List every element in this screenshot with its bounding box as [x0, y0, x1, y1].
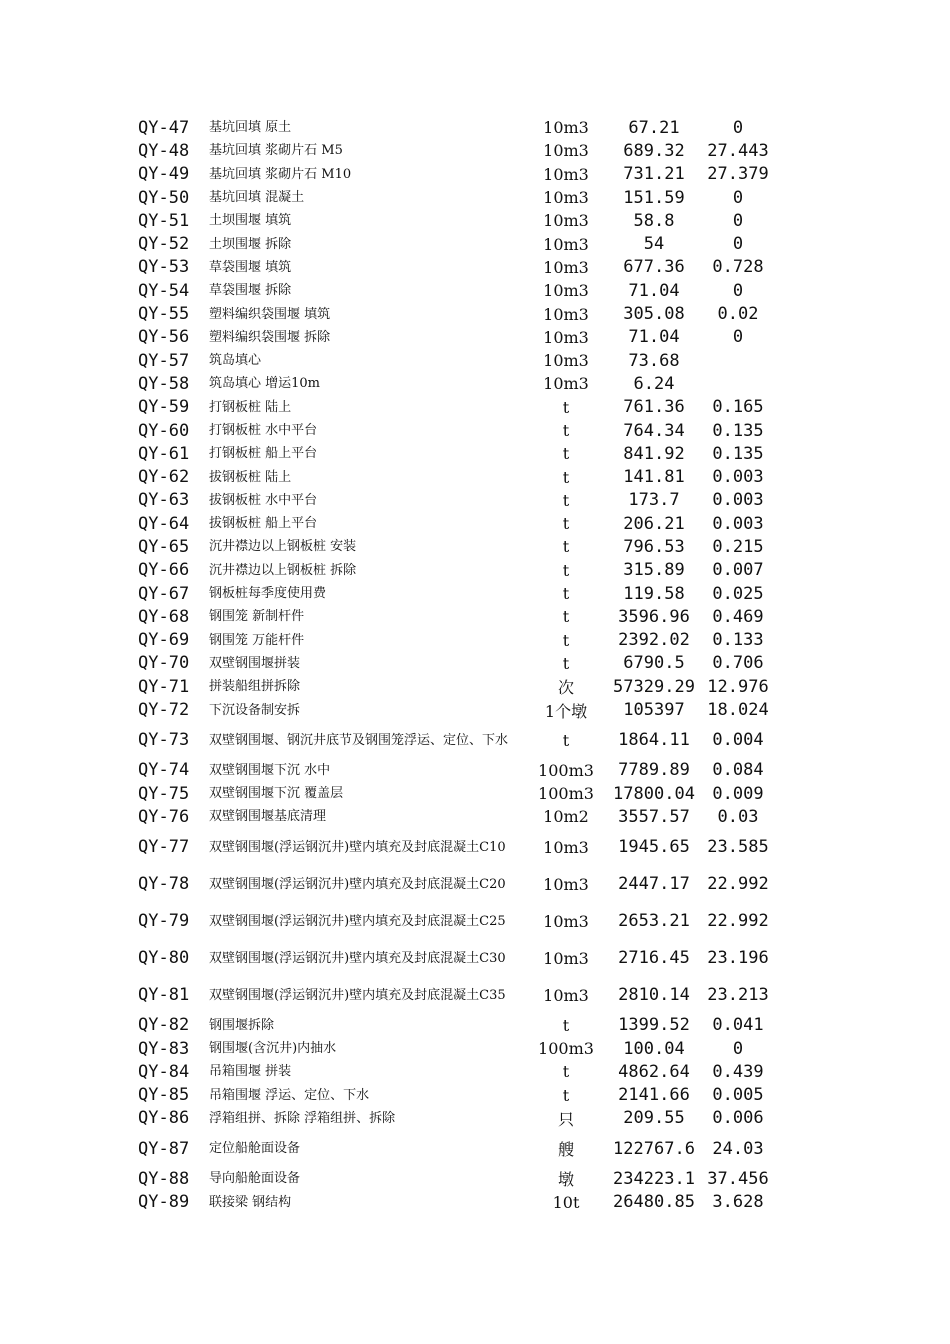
cell-name: 钢围堰拆除: [209, 1017, 275, 1033]
table-row: [0, 675, 950, 698]
cell-unit: 墩: [557, 1170, 574, 1190]
cell-name: 塑料编织袋围堰 拆除: [209, 329, 331, 345]
table-row: [0, 582, 950, 605]
cell-code: QY-87: [138, 1138, 190, 1159]
cell-code: QY-61: [138, 443, 190, 464]
cell-rate: 0.003: [712, 467, 764, 488]
cell-code: QY-63: [138, 490, 190, 511]
table-row: [0, 698, 950, 721]
cell-rate: 0.009: [712, 783, 764, 804]
cell-rate: 23.585: [707, 837, 769, 858]
cell-price: 206.21: [623, 513, 685, 534]
cell-name: 双壁钢围堰下沉 水中: [209, 762, 331, 778]
cell-unit: t: [562, 607, 570, 627]
quota-table: [0, 116, 950, 1214]
table-row: [0, 977, 950, 1014]
cell-price: 731.21: [623, 164, 685, 185]
table-row: [0, 186, 950, 209]
table-row: [0, 465, 950, 488]
table-row: [0, 605, 950, 628]
cell-rate: 0.135: [712, 420, 764, 441]
cell-code: QY-75: [138, 783, 190, 804]
cell-name: 钢板桩每季度使用费: [209, 586, 327, 602]
cell-rate: 0.728: [712, 257, 764, 278]
cell-unit: 10m3: [543, 327, 589, 347]
cell-unit: t: [562, 653, 570, 673]
cell-price: 26480.85: [613, 1192, 695, 1213]
cell-price: 57329.29: [613, 676, 695, 697]
cell-unit: t: [562, 1015, 570, 1035]
cell-name: 拼装船组拼拆除: [209, 679, 301, 695]
cell-code: QY-84: [138, 1061, 190, 1082]
cell-code: QY-64: [138, 513, 190, 534]
cell-unit: 10m3: [543, 281, 589, 301]
table-row: [0, 1037, 950, 1060]
cell-unit: 10m3: [543, 874, 589, 894]
cell-unit: 10m3: [543, 118, 589, 138]
table-row: [0, 279, 950, 302]
cell-rate: 0.03: [717, 806, 759, 827]
cell-code: QY-55: [138, 304, 190, 325]
table-row: [0, 116, 950, 139]
cell-code: QY-81: [138, 985, 190, 1006]
cell-name: 打钢板桩 水中平台: [209, 423, 318, 438]
table-row: [0, 209, 950, 232]
cell-price: 173.7: [628, 490, 680, 511]
cell-rate: 0.133: [712, 630, 764, 651]
cell-name: 浮箱组拼、拆除 浮箱组拼、拆除: [209, 1110, 396, 1126]
cell-price: 67.21: [628, 117, 680, 138]
cell-name: 双壁钢围堰基底清理: [209, 809, 327, 825]
cell-name: 联接梁 钢结构: [209, 1194, 292, 1210]
cell-unit: t: [562, 537, 570, 557]
table-row: [0, 759, 950, 782]
table-row: [0, 652, 950, 675]
cell-unit: t: [562, 1062, 570, 1082]
cell-code: QY-49: [138, 164, 190, 185]
cell-name: 基坑回填 原土: [209, 120, 292, 136]
cell-price: 1399.52: [618, 1015, 690, 1036]
cell-rate: 0: [732, 210, 744, 231]
cell-rate: 0.025: [712, 583, 764, 604]
cell-unit: t: [562, 490, 570, 510]
cell-price: 71.04: [628, 327, 680, 348]
cell-unit: t: [562, 467, 570, 487]
cell-rate: 24.03: [712, 1138, 764, 1159]
table-row: [0, 559, 950, 582]
cell-price: 315.89: [623, 560, 685, 581]
cell-price: 141.81: [623, 467, 685, 488]
cell-code: QY-57: [138, 350, 190, 371]
cell-unit: t: [562, 514, 570, 534]
cell-rate: 3.628: [712, 1192, 764, 1213]
cell-code: QY-83: [138, 1038, 190, 1059]
cell-price: 796.53: [623, 536, 685, 557]
cell-rate: 0: [732, 187, 744, 208]
cell-code: QY-47: [138, 117, 190, 138]
cell-rate: 37.456: [707, 1168, 769, 1189]
cell-name: 双壁钢围堰(浮运钢沉井)壁内填充及封底混凝土C20: [209, 876, 506, 892]
table-row: [0, 1014, 950, 1037]
cell-unit: t: [562, 560, 570, 580]
cell-name: 草袋围堰 拆除: [209, 283, 292, 299]
cell-name: 拔钢板桩 船上平台: [209, 516, 318, 532]
cell-rate: 0: [732, 234, 744, 255]
cell-price: 677.36: [623, 257, 685, 278]
cell-price: 3596.96: [618, 606, 690, 627]
cell-code: QY-59: [138, 397, 190, 418]
cell-unit: 10m2: [543, 807, 589, 827]
cell-unit: 次: [557, 678, 574, 698]
cell-price: 2716.45: [618, 948, 690, 969]
cell-rate: [700, 349, 776, 372]
cell-price: 2141.66: [618, 1085, 690, 1106]
cell-code: QY-51: [138, 210, 190, 231]
table-row: [0, 163, 950, 186]
cell-unit: 10m3: [543, 351, 589, 371]
cell-rate: 23.213: [707, 985, 769, 1006]
cell-name: 拔钢板桩 水中平台: [209, 492, 318, 508]
cell-unit: 10m3: [543, 374, 589, 394]
cell-name: 沉井襟边以上钢板桩 安装: [209, 539, 357, 555]
cell-price: 2392.02: [618, 630, 690, 651]
cell-unit: 10m3: [543, 837, 589, 857]
cell-price: 689.32: [623, 140, 685, 161]
cell-price: 105397: [623, 700, 685, 721]
cell-name: 基坑回填 浆砌片石 M5: [209, 143, 343, 159]
table-row: [0, 419, 950, 442]
cell-price: 4862.64: [618, 1061, 690, 1082]
cell-code: QY-66: [138, 560, 190, 581]
cell-price: 7789.89: [618, 760, 690, 781]
cell-price: 3557.57: [618, 806, 690, 827]
cell-unit: 10m3: [543, 985, 589, 1005]
cell-code: QY-89: [138, 1192, 190, 1213]
cell-price: 73.68: [628, 350, 680, 371]
cell-code: QY-80: [138, 948, 190, 969]
cell-code: QY-53: [138, 257, 190, 278]
cell-price: 6790.5: [623, 653, 685, 674]
table-row: [0, 512, 950, 535]
cell-name: 定位船舱面设备: [209, 1141, 301, 1157]
cell-name: 吊箱围堰 拼装: [209, 1064, 292, 1080]
cell-name: 拔钢板桩 陆上: [209, 469, 292, 485]
cell-unit: 只: [557, 1109, 574, 1129]
cell-price: 841.92: [623, 443, 685, 464]
cell-name: 双壁钢围堰(浮运钢沉井)壁内填充及封底混凝土C30: [209, 950, 506, 966]
cell-price: 764.34: [623, 420, 685, 441]
cell-unit: 100m3: [538, 784, 594, 804]
cell-rate: 0.003: [712, 490, 764, 511]
cell-price: 54: [643, 234, 665, 255]
cell-unit: t: [562, 630, 570, 650]
cell-unit: t: [562, 444, 570, 464]
cell-rate: 18.024: [707, 700, 769, 721]
cell-code: QY-88: [138, 1168, 190, 1189]
cell-name: 筑岛填心: [209, 353, 262, 369]
cell-rate: 0: [732, 280, 744, 301]
table-row: [0, 535, 950, 558]
cell-code: QY-68: [138, 606, 190, 627]
table-row: [0, 782, 950, 805]
cell-code: QY-52: [138, 234, 190, 255]
cell-name: 双壁钢围堰(浮运钢沉井)壁内填充及封底混凝土C35: [209, 987, 506, 1003]
cell-unit: 100m3: [538, 760, 594, 780]
cell-unit: 10m3: [543, 164, 589, 184]
cell-price: 151.59: [623, 187, 685, 208]
cell-rate: 22.992: [707, 874, 769, 895]
table-row: [0, 349, 950, 372]
cell-name: 沉井襟边以上钢板桩 拆除: [209, 562, 357, 578]
cell-code: QY-86: [138, 1108, 190, 1129]
cell-rate: 0.084: [712, 760, 764, 781]
cell-price: 17800.04: [613, 783, 695, 804]
cell-name: 双壁钢围堰下沉 覆盖层: [209, 786, 344, 802]
cell-name: 塑料编织袋围堰 填筑: [209, 306, 331, 322]
cell-unit: 10m3: [543, 911, 589, 931]
cell-name: 基坑回填 混凝土: [209, 190, 305, 206]
table-row: [0, 1107, 950, 1130]
table-row: [0, 256, 950, 279]
cell-unit: t: [562, 397, 570, 417]
cell-price: 234223.1: [613, 1168, 695, 1189]
cell-unit: 10m3: [543, 234, 589, 254]
cell-rate: 0.135: [712, 443, 764, 464]
cell-code: QY-56: [138, 327, 190, 348]
cell-code: QY-71: [138, 676, 190, 697]
cell-unit: 10m3: [543, 188, 589, 208]
cell-rate: 0.004: [712, 730, 764, 751]
cell-code: QY-73: [138, 730, 190, 751]
cell-code: QY-79: [138, 911, 190, 932]
cell-rate: 23.196: [707, 948, 769, 969]
cell-code: QY-82: [138, 1015, 190, 1036]
cell-name: 导向船舱面设备: [209, 1171, 301, 1187]
cell-rate: 0.005: [712, 1085, 764, 1106]
cell-rate: 27.379: [707, 164, 769, 185]
table-row: [0, 139, 950, 162]
cell-rate: 22.992: [707, 911, 769, 932]
cell-code: QY-78: [138, 874, 190, 895]
cell-price: 58.8: [633, 210, 675, 231]
cell-rate: 0: [732, 117, 744, 138]
cell-price: 119.58: [623, 583, 685, 604]
cell-unit: t: [562, 1085, 570, 1105]
cell-code: QY-77: [138, 837, 190, 858]
cell-rate: 0.003: [712, 513, 764, 534]
cell-rate: 27.443: [707, 140, 769, 161]
cell-code: QY-60: [138, 420, 190, 441]
cell-price: 305.08: [623, 304, 685, 325]
cell-name: 打钢板桩 陆上: [209, 399, 292, 415]
table-row: [0, 805, 950, 828]
cell-name: 打钢板桩 船上平台: [209, 446, 318, 462]
cell-code: QY-58: [138, 373, 190, 394]
table-row: [0, 903, 950, 940]
cell-rate: 0.007: [712, 560, 764, 581]
cell-name: 钢围笼 新制杆件: [209, 609, 305, 625]
cell-unit: 10m3: [543, 304, 589, 324]
cell-code: QY-62: [138, 467, 190, 488]
cell-name: 下沉设备制安拆: [209, 702, 301, 718]
cell-rate: 0.006: [712, 1108, 764, 1129]
cell-unit: 10m3: [543, 211, 589, 231]
cell-unit: 100m3: [538, 1039, 594, 1059]
cell-name: 吊箱围堰 浮运、定位、下水: [209, 1087, 370, 1103]
cell-unit: 艘: [557, 1140, 574, 1160]
cell-rate: 0.439: [712, 1061, 764, 1082]
cell-rate: 0.02: [717, 304, 759, 325]
cell-name: 钢围笼 万能杆件: [209, 632, 305, 648]
table-row: [0, 1060, 950, 1083]
cell-price: 122767.6: [613, 1138, 695, 1159]
cell-rate: 0.706: [712, 653, 764, 674]
cell-name: 基坑回填 浆砌片石 M10: [209, 166, 352, 182]
table-row: [0, 396, 950, 419]
cell-rate: 0.165: [712, 397, 764, 418]
cell-price: 100.04: [623, 1038, 685, 1059]
cell-code: QY-65: [138, 536, 190, 557]
cell-unit: 10t: [552, 1192, 580, 1212]
cell-name: 土坝围堰 填筑: [209, 213, 292, 229]
table-row: [0, 1167, 950, 1190]
table-row: [0, 489, 950, 512]
cell-name: 土坝围堰 拆除: [209, 236, 292, 252]
cell-name: 草袋围堰 填筑: [209, 259, 292, 275]
cell-price: 2653.21: [618, 911, 690, 932]
cell-name: 筑岛填心 增运10m: [209, 376, 321, 392]
cell-rate: 12.976: [707, 676, 769, 697]
cell-price: 209.55: [623, 1108, 685, 1129]
cell-code: QY-69: [138, 630, 190, 651]
table-row: [0, 866, 950, 903]
cell-rate: 0: [732, 1038, 744, 1059]
cell-unit: t: [562, 730, 570, 750]
table-row: [0, 722, 950, 759]
cell-rate: 0.469: [712, 606, 764, 627]
cell-code: QY-76: [138, 806, 190, 827]
cell-name: 双壁钢围堰、钢沉井底节及钢围笼浮运、定位、下水: [209, 732, 509, 748]
cell-code: QY-50: [138, 187, 190, 208]
table-row: [0, 372, 950, 395]
cell-rate: [700, 372, 776, 395]
cell-unit: t: [562, 584, 570, 604]
cell-unit: 1个墩: [544, 701, 588, 721]
cell-code: QY-85: [138, 1085, 190, 1106]
cell-price: 71.04: [628, 280, 680, 301]
cell-rate: 0: [732, 327, 744, 348]
cell-name: 双壁钢围堰(浮运钢沉井)壁内填充及封底混凝土C10: [209, 839, 506, 855]
table-row: [0, 1130, 950, 1167]
cell-code: QY-74: [138, 760, 190, 781]
cell-price: 1945.65: [618, 837, 690, 858]
cell-code: QY-67: [138, 583, 190, 604]
cell-code: QY-72: [138, 700, 190, 721]
cell-name: 钢围堰(含沉井)内抽水: [209, 1041, 337, 1057]
table-row: [0, 829, 950, 866]
cell-unit: t: [562, 421, 570, 440]
cell-code: QY-54: [138, 280, 190, 301]
table-row: [0, 1084, 950, 1107]
table-row: [0, 442, 950, 465]
table-row: [0, 940, 950, 977]
cell-price: 1864.11: [618, 730, 690, 751]
cell-rate: 0.041: [712, 1015, 764, 1036]
cell-price: 761.36: [623, 397, 685, 418]
table-row: [0, 302, 950, 325]
cell-rate: 0.215: [712, 536, 764, 557]
table-row: [0, 629, 950, 652]
cell-price: 2810.14: [618, 985, 690, 1006]
table-row: [0, 326, 950, 349]
cell-unit: 10m3: [543, 948, 589, 968]
cell-unit: 10m3: [543, 257, 589, 277]
cell-code: QY-48: [138, 140, 190, 161]
table-row: [0, 1190, 950, 1213]
cell-name: 双壁钢围堰(浮运钢沉井)壁内填充及封底混凝土C25: [209, 913, 506, 929]
cell-code: QY-70: [138, 653, 190, 674]
cell-price: 6.24: [633, 373, 675, 394]
cell-unit: 10m3: [543, 141, 589, 161]
cell-price: 2447.17: [618, 874, 690, 895]
table-row: [0, 232, 950, 255]
cell-name: 双壁钢围堰拼装: [209, 655, 301, 671]
